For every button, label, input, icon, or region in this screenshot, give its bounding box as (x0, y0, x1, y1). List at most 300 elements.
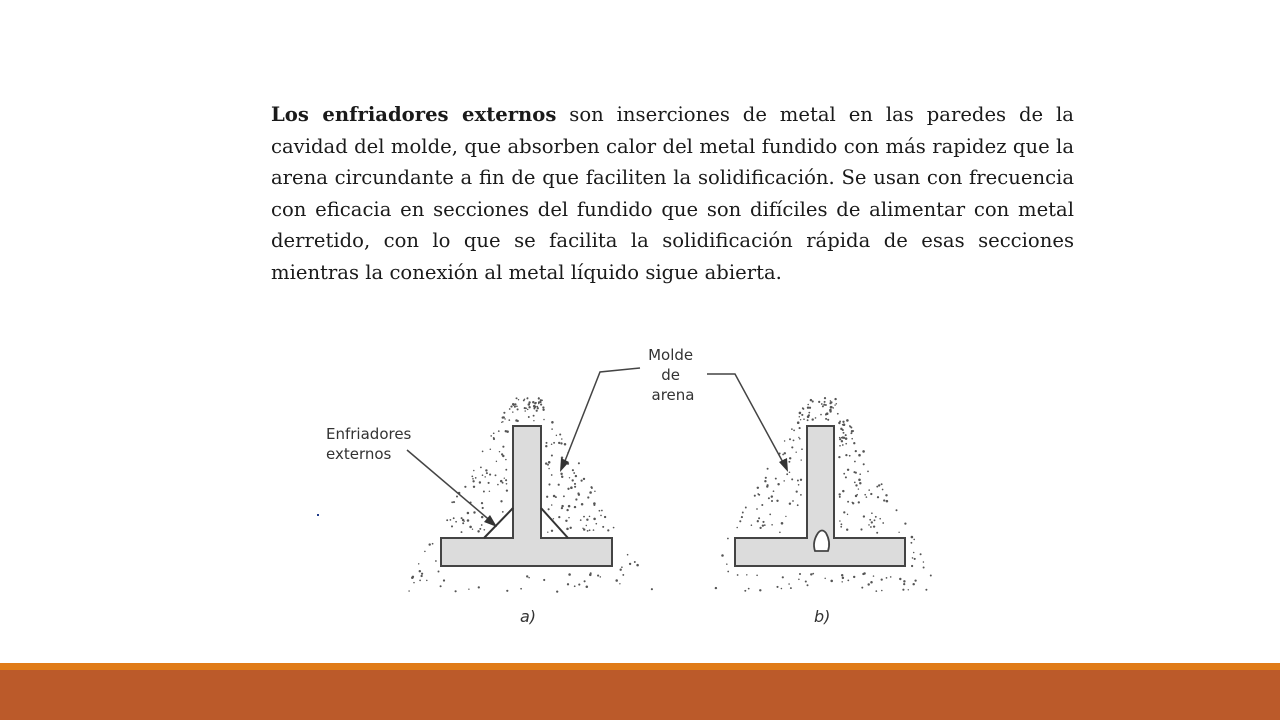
sand-dot (419, 580, 421, 582)
sand-dot (502, 482, 504, 484)
sand-dot (413, 582, 415, 584)
sand-dot (528, 403, 531, 406)
paragraph-body: son inserciones de metal en las paredes de la cavidad del molde, que absorben calor del metal fundido con más rapidez que la arena circundante a fin de que faciliten la solidificación. Se usan con frecuencia con eficacia en secciones del fundido que son difíciles de alimentar con metal derretido, con lo que se facilita la solidificación rápida de esas secciones mientras la conexión al metal líquido sigue abierta. (271, 103, 1074, 284)
sand-dot (548, 508, 550, 510)
sand-dot (572, 469, 574, 471)
sand-dot (482, 451, 484, 453)
sand-dot (473, 511, 475, 513)
sand-dot (559, 433, 561, 435)
sand-dot (810, 399, 812, 401)
sand-dot (873, 575, 874, 576)
sand-dot (594, 490, 596, 492)
sand-dot (791, 446, 793, 448)
sand-dot (896, 509, 898, 511)
sand-dot (590, 572, 592, 574)
sand-dot (785, 516, 786, 517)
sand-dot (847, 579, 849, 581)
sand-dot (505, 469, 507, 471)
sand-dot (575, 498, 577, 500)
sand-dot (849, 426, 851, 428)
sand-dot (825, 404, 827, 406)
sand-dot (840, 523, 842, 525)
sand-dot (839, 420, 841, 422)
sand-dot (870, 526, 872, 528)
sand-dot (765, 477, 767, 479)
sand-dot (737, 574, 739, 576)
sand-dot (777, 483, 779, 485)
sand-dot (461, 517, 463, 519)
sand-dot (830, 401, 832, 403)
sand-dot (860, 528, 862, 530)
sand-dot (573, 472, 575, 474)
sand-dot (481, 516, 483, 518)
sand-dot (551, 443, 553, 445)
sand-dot (756, 575, 758, 577)
sand-dot (914, 579, 916, 581)
sand-dot (839, 438, 841, 440)
sand-dot (565, 520, 567, 522)
caption-a: a) (520, 607, 537, 626)
sand-dot (807, 404, 809, 406)
sand-dot (419, 570, 421, 572)
sand-dot (622, 574, 624, 576)
sand-dot (527, 409, 529, 411)
sand-dot (839, 496, 841, 498)
sand-dot (824, 578, 825, 579)
label-molde-de-arena: Molde de arena (648, 346, 695, 404)
sand-dot (490, 435, 492, 437)
sand-dot (443, 579, 445, 581)
sand-dot (634, 561, 636, 563)
sand-dot (489, 491, 490, 492)
sand-dot (518, 399, 519, 400)
sand-dot (838, 493, 840, 495)
sand-dot (584, 580, 586, 582)
sand-dot (477, 530, 479, 532)
sand-dot (586, 586, 589, 589)
sand-dot (757, 520, 759, 522)
sand-dot (883, 499, 885, 501)
sand-dot (767, 468, 769, 470)
sand-dot (472, 478, 474, 480)
sand-dot (533, 420, 534, 421)
sand-dot (841, 581, 842, 582)
sand-dot (497, 484, 499, 486)
sand-dot (534, 402, 536, 404)
sand-dot (766, 485, 768, 487)
sand-dot (800, 419, 801, 420)
sand-dot (869, 519, 871, 521)
sand-dot (502, 455, 504, 457)
sand-dot (842, 421, 844, 423)
sand-dot (574, 506, 576, 508)
sand-dot (627, 554, 629, 556)
sand-dot (651, 588, 653, 590)
sand-dot (808, 414, 810, 416)
sand-dot (771, 524, 773, 526)
sand-dot (569, 477, 570, 478)
sand-dot (858, 454, 861, 457)
sand-dot (520, 588, 522, 590)
sand-dot (855, 484, 857, 486)
sand-dot (493, 437, 495, 439)
sand-dot (505, 459, 506, 460)
sand-dot (853, 442, 855, 444)
sand-dot (789, 502, 791, 504)
sand-dot (540, 404, 542, 406)
sand-dot (514, 403, 516, 405)
sand-dot (484, 476, 486, 478)
sand-dot (898, 532, 899, 533)
sand-dot (781, 588, 783, 590)
sand-dot (792, 500, 794, 502)
sand-dot (758, 517, 760, 519)
sand-dot (875, 516, 877, 518)
sand-dot (913, 552, 915, 554)
sand-dot (791, 478, 793, 480)
sand-dot (739, 520, 741, 522)
sand-dot (551, 530, 553, 532)
sand-dot (781, 522, 784, 525)
sand-dot (593, 518, 596, 521)
sand-dot (560, 442, 562, 444)
sand-dot (502, 446, 504, 448)
sand-dot (914, 558, 916, 560)
sand-dot (845, 443, 847, 445)
sand-dot (467, 512, 470, 515)
sand-dot (771, 495, 773, 497)
sand-dot (561, 438, 563, 440)
sand-dot (862, 573, 864, 575)
sand-dot (775, 478, 777, 480)
sand-dot (489, 474, 491, 476)
footer-bar (0, 670, 1280, 720)
sand-dot (863, 515, 865, 517)
sand-dot (505, 430, 507, 432)
sand-dot (613, 527, 615, 529)
sand-dot (839, 437, 840, 438)
sand-dot (854, 482, 856, 484)
sand-dot (842, 490, 844, 492)
sand-dot (480, 466, 482, 468)
sand-dot (858, 488, 859, 489)
sand-dot (876, 486, 878, 488)
sand-dot (874, 519, 876, 521)
sand-dot (540, 399, 542, 401)
sand-dot (446, 519, 448, 521)
sand-dot (553, 442, 555, 444)
sand-dot (797, 421, 800, 424)
sand-dot (567, 488, 569, 490)
label-enfriadores-externos: Enfriadores externos (326, 425, 412, 463)
sand-dot (789, 457, 791, 459)
sand-dot (745, 507, 747, 509)
sand-dot (471, 476, 473, 478)
sand-dot (859, 473, 861, 475)
sand-dot (864, 494, 866, 496)
sand-dot (881, 483, 883, 485)
sand-dot (799, 438, 801, 440)
sand-dot (903, 583, 905, 585)
sand-dot (438, 571, 440, 573)
sand-dot (582, 528, 583, 529)
sand-dot (762, 521, 764, 523)
sand-dot (796, 490, 798, 492)
sand-dot (593, 529, 595, 531)
sand-dot (788, 583, 790, 585)
sand-dot (736, 527, 738, 529)
sand-dot (842, 424, 844, 426)
sand-dot (877, 496, 879, 498)
sand-dot (845, 434, 847, 436)
sand-dot (469, 526, 472, 529)
sand-dot (597, 575, 599, 577)
sand-dot (799, 416, 801, 418)
sand-dot (847, 501, 849, 503)
sand-dot (805, 580, 807, 582)
sand-dot (825, 418, 827, 420)
sand-dot (783, 480, 785, 482)
sand-dot (751, 524, 753, 526)
sand-dot (607, 529, 609, 531)
sand-dot (845, 476, 847, 478)
sand-dot (764, 480, 766, 482)
sand-dot (871, 521, 873, 523)
sand-dot (930, 575, 932, 577)
sand-dot (514, 406, 516, 408)
sand-dot (464, 486, 466, 488)
sand-dot (528, 577, 530, 579)
sand-dot (920, 553, 922, 555)
sand-dot (538, 403, 540, 405)
sand-dot (462, 522, 464, 524)
chill-right (541, 508, 568, 538)
sand-dot (834, 404, 835, 405)
sand-dot (911, 565, 913, 567)
sand-dot (558, 442, 560, 444)
sand-dot (811, 573, 813, 575)
sand-dot (568, 505, 571, 508)
sand-dot (838, 456, 840, 458)
sand-dot (593, 502, 596, 505)
sand-dot (801, 459, 802, 460)
sand-dot (881, 579, 883, 581)
sand-dot (776, 586, 778, 588)
sand-dot (546, 496, 548, 498)
sand-dot (727, 538, 729, 540)
sand-dot (482, 474, 484, 476)
sand-dot (789, 438, 791, 440)
sand-dot (581, 480, 583, 482)
sand-dot (727, 571, 729, 573)
sand-dot (572, 479, 574, 481)
sand-dot (499, 451, 500, 452)
sand-dot (873, 525, 875, 527)
sand-dot (600, 576, 602, 578)
sand-dot (839, 445, 841, 447)
sand-dot (432, 543, 434, 545)
sand-dot (472, 480, 474, 482)
sand-dot (553, 518, 554, 519)
sand-dot (615, 579, 618, 582)
sand-dot (536, 410, 538, 412)
sand-dot (426, 580, 428, 582)
sand-dot (551, 504, 553, 506)
sand-dot (551, 454, 553, 456)
sand-dot (756, 508, 758, 510)
sand-dot (913, 539, 915, 541)
sand-dot (527, 397, 528, 398)
sand-dot (490, 448, 492, 450)
sand-dot (517, 408, 519, 410)
sand-dot (629, 563, 631, 565)
sand-dot (619, 583, 620, 584)
sand-dot (429, 543, 431, 545)
sand-dot (807, 419, 809, 421)
sand-dot (421, 573, 423, 575)
sand-dot (556, 590, 558, 592)
sand-dot (842, 444, 844, 446)
sand-dot (583, 516, 585, 518)
sand-dot (798, 437, 799, 438)
sand-dot (807, 584, 809, 586)
sand-dot (517, 420, 519, 422)
sand-dot (797, 504, 799, 506)
sand-dot (528, 406, 530, 408)
sand-dot (589, 491, 592, 494)
sand-dot (506, 483, 508, 485)
sand-dot (504, 418, 505, 419)
sand-dot (758, 494, 760, 496)
sand-dot (882, 522, 884, 524)
sand-dot (867, 471, 869, 473)
sand-dot (870, 493, 872, 495)
sand-dot (493, 432, 495, 434)
sand-dot (505, 479, 507, 481)
sand-dot (601, 510, 603, 512)
sand-dot (486, 472, 488, 474)
sand-dot (788, 461, 790, 463)
sand-dot (418, 563, 419, 564)
sand-dot (843, 473, 845, 475)
sand-dot (866, 496, 868, 498)
sand-dot (543, 579, 545, 581)
sand-dot (547, 464, 549, 466)
sand-dot (784, 440, 785, 441)
sand-dot (793, 430, 795, 432)
sand-dot (863, 463, 865, 465)
sand-dot (831, 406, 833, 408)
sand-dot (829, 409, 832, 412)
sand-dot (759, 527, 761, 529)
sand-dot (886, 577, 888, 579)
sand-dot (841, 440, 843, 442)
sand-dot (771, 500, 773, 502)
sand-dot (578, 584, 580, 586)
sand-dot (847, 469, 849, 471)
sand-dot (846, 419, 849, 422)
sand-dot (885, 494, 887, 496)
sand-dot (526, 575, 528, 577)
sand-dot (761, 504, 763, 506)
sand-dot (871, 512, 873, 514)
sand-dot (799, 427, 801, 429)
sand-dot (451, 501, 453, 503)
sand-dot (555, 496, 557, 498)
sand-dot (870, 581, 873, 584)
sand-dot (879, 518, 881, 520)
sand-dot (581, 503, 584, 506)
sand-dot (845, 454, 847, 456)
sand-dot (563, 495, 565, 497)
sand-dot (876, 532, 878, 534)
sand-dot (878, 484, 880, 486)
sand-dot (845, 437, 848, 440)
sand-dot (558, 484, 560, 486)
sand-dot (923, 567, 925, 569)
sand-dot (548, 461, 551, 464)
sand-dot (818, 401, 820, 403)
sand-dot (509, 408, 511, 410)
sand-dot (830, 580, 833, 583)
sand-dot (800, 494, 802, 496)
sand-dot (742, 512, 744, 514)
sand-dot (882, 489, 884, 491)
sand-dot (575, 475, 577, 477)
sand-dot (516, 397, 518, 399)
sand-dot (600, 515, 602, 517)
leader-lines (407, 368, 785, 523)
sand-dot (768, 497, 770, 499)
sand-dot (789, 472, 791, 474)
sand-dot (467, 519, 470, 522)
sand-dot (533, 415, 535, 417)
sand-dot (483, 529, 485, 531)
sand-dot (578, 462, 580, 464)
sand-dot (586, 525, 587, 526)
sand-dot (759, 589, 761, 591)
sand-dot (504, 478, 505, 479)
sand-dot (524, 407, 526, 409)
sand-dot (859, 482, 861, 484)
sand-dot (556, 435, 557, 436)
sand-dot (533, 405, 536, 408)
sand-dot (754, 495, 756, 497)
sand-dot (757, 487, 759, 489)
sand-dot (411, 576, 414, 579)
sand-dot (886, 500, 889, 503)
sand-dot (461, 531, 463, 533)
sand-dot (455, 590, 457, 592)
sand-dot (498, 430, 500, 432)
sand-dot (861, 587, 863, 589)
sand-dot (744, 590, 746, 592)
sand-dot (851, 438, 853, 440)
sand-dot (793, 439, 795, 441)
sand-dot (599, 510, 601, 512)
sand-dot (827, 419, 829, 421)
sand-dot (583, 478, 585, 480)
sand-dot (589, 516, 591, 518)
sand-dot (536, 406, 538, 408)
sand-dot (908, 589, 909, 590)
sand-dot (769, 514, 771, 516)
sand-dot (875, 590, 877, 592)
sand-dot (561, 476, 563, 478)
sand-dot (532, 401, 534, 403)
sand-dot (912, 557, 914, 559)
sand-dot (561, 505, 563, 507)
